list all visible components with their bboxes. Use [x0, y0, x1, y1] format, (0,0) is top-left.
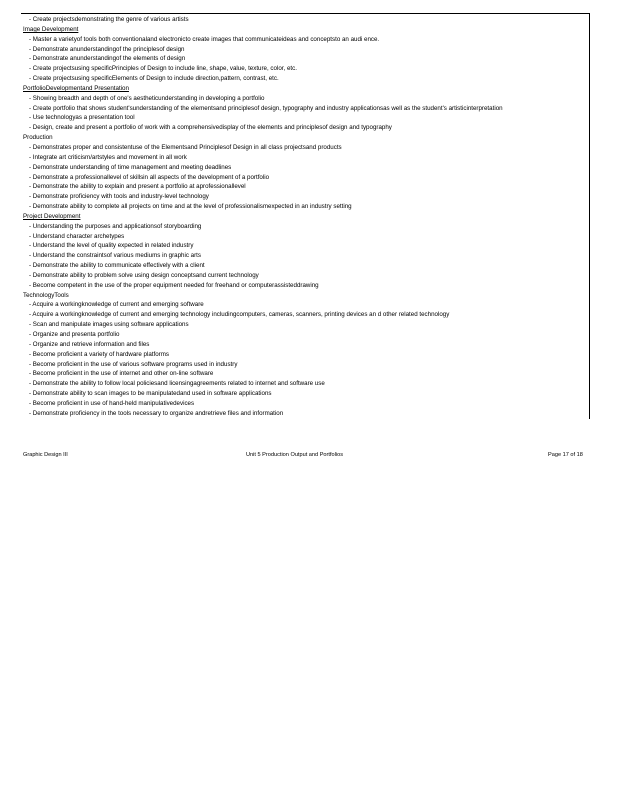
list-item: - Integrate art criticism/artstyles and movement in all work — [29, 153, 187, 161]
list-item: - Understand the constraintsof various mediums in graphic arts — [29, 252, 201, 260]
section-heading — [22, 133, 589, 143]
list-item: - Showing breadth and depth of one's aestheticunderstanding in developing a portfolio — [29, 94, 265, 102]
list-item: - Demonstrate the ability to communicate effectively with a client — [29, 262, 205, 270]
list-item: - Become proficient in the use of various software programs used in industry — [29, 360, 238, 368]
footer-unit-title: Unit 5 Production Output and Portfolios — [246, 452, 344, 458]
list-item: - Understand character archetypes — [29, 232, 125, 240]
list-item: - Understand the level of quality expected in related industry — [29, 242, 194, 250]
list-item: - Become proficient in the use of internet and other on-line software — [29, 370, 214, 378]
list-item: - Acquire a workingknowledge of current and emerging technology includingcomputers, cameras, scanners, printing devices an d other related technology — [29, 311, 450, 319]
list-item: - Become proficient in use of hand-held manipulativedevices — [29, 399, 195, 407]
section-heading-text: TechnologyTools — [23, 291, 69, 299]
section-heading — [22, 291, 589, 301]
section-heading-text: Production — [23, 134, 53, 142]
list-item: - Demonstrate anunderstandingof the elements of design — [29, 55, 186, 63]
list-item: - Create projectsdemonstrating the genre of various artists — [29, 16, 189, 23]
list-item: - Demonstrate a professionallevel of skillsin all aspects of the development of a portfolio — [29, 173, 270, 181]
section-heading-text: Image Development — [23, 25, 79, 33]
list-item: - Demonstrate proficiency with tools and industry-level technology — [29, 193, 209, 201]
list-item: - Master a varietyof tools both conventionaland electronicto create images that communicateideas and conceptsto an audi ence. — [29, 35, 380, 43]
list-item: - Demonstrate ability to problem solve using design conceptsand current technology — [29, 271, 259, 279]
section-heading — [22, 212, 589, 222]
list-item: - Demonstrates proper and consistentuse of the Elementsand Principlesof Design in all class projectsand products — [29, 143, 342, 151]
section-heading-text: Project Development — [23, 212, 81, 220]
list-item: - Demonstrate anunderstandingof the principlesof design — [29, 45, 185, 53]
list-item: - Use technologyas a presentation tool — [29, 114, 135, 122]
list-item: - Create projectsusing specificElements of Design to include direction,pattern, contrast, etc. — [29, 75, 279, 83]
footer-course-title: Graphic Design III — [23, 452, 68, 458]
list-item: - Demonstrate ability to scan images to be manipulatedand used in software applications — [29, 390, 272, 398]
footer-page-number: Page 17 of 18 — [548, 452, 583, 458]
list-item: - Become competent in the use of the proper equipment needed for freehand or computerassisteddrawing — [29, 281, 319, 289]
list-item: - Organize and retrieve information and files — [29, 340, 150, 348]
list-item: - Demonstrate the ability to follow local policiesand licensingagreements related to internet and software use — [29, 380, 325, 388]
list-item: - Become proficient a variety of hardware platforms — [29, 350, 169, 358]
list-item: - Create portfolio that shows student'sunderstanding of the elementsand principlesof design, typography and industry applicationsas well as the student's artisticinterpretation — [29, 104, 503, 112]
list-item: - Create projectsusing specificPrinciples of Design to include line, shape, value, texture, color, etc. — [29, 65, 297, 73]
section-heading-text: PortfolioDevelopmentand Presentation — [23, 84, 129, 92]
list-item: - Understanding the purposes and applicationsof storyboarding — [29, 222, 202, 230]
list-item: - Demonstrate proficiency in the tools necessary to organize andretrieve files and information — [29, 409, 284, 417]
section-heading — [22, 84, 589, 94]
list-item: - Demonstrate understanding of time management and meeting deadlines — [29, 163, 232, 171]
list-item: - Organize and presenta portfolio — [29, 331, 120, 338]
list-item: - Acquire a workingknowledge of current and emerging software — [29, 301, 204, 309]
list-item: - Demonstrate ability to complete all projects on time and at the level of professionalismexpected in an industry setting — [29, 203, 352, 211]
list-item: - Design, create and present a portfolio of work with a comprehensivedisplay of the elements and principlesof design and typography — [29, 124, 392, 132]
content-box — [21, 13, 590, 419]
list-item: - Scan and manipulate images using software applications — [29, 321, 189, 329]
list-item: - Demonstrate the ability to explain and present a portfolio at aprofessionallevel — [29, 183, 246, 191]
section-heading — [22, 25, 589, 35]
